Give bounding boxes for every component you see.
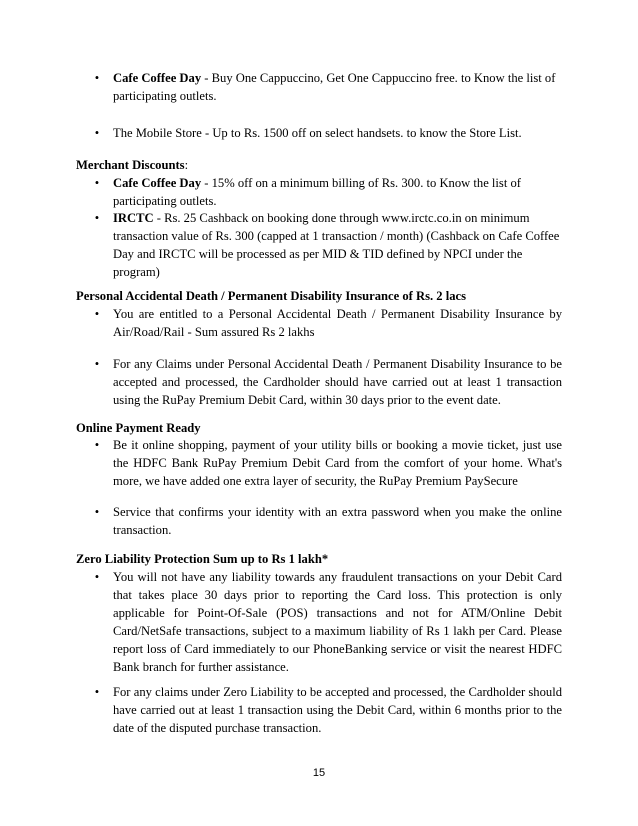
list-item <box>76 209 562 281</box>
item-text: You will not have any liability towards any fraudulent transactions on your Debit Card that takes place 30 days prior to reporting the Card loss. This protection is only applicable for Point-Of-Sale (POS) transactions and not for ATM/Online Debit Card/NetSafe transactions, subject to a maximum liability of Rs 1 lakh per Card. Please report loss of Card immediately to our PhoneBanking service or visit the nearest HDFC Bank branch for further assistance. <box>113 570 562 674</box>
list-item <box>76 355 562 409</box>
item-label: IRCTC <box>113 211 154 225</box>
item-text: The Mobile Store - Up to Rs. 1500 off on select handsets. to know the Store List. <box>113 126 522 140</box>
item-text: You are entitled to a Personal Accidental Death / Permanent Disability Insurance by Air/Road/Rail - Sum assured Rs 2 lakhs <box>113 307 562 339</box>
section-heading-online-payment: Online Payment Ready <box>76 421 201 435</box>
item-text: Service that confirms your identity with an extra password when you make the online transaction. <box>113 505 562 537</box>
bullet-icon: • <box>94 126 100 140</box>
bullet-icon: • <box>94 176 100 190</box>
item-text: - 15% off on a minimum billing of Rs. 300. to Know the list of participating outlets. <box>113 176 521 208</box>
item-text: - Buy One Cappuccino, Get One Cappuccino free. to Know the list of participating outlets. <box>113 71 556 103</box>
page-number: 15 <box>312 767 326 779</box>
list-item <box>76 436 562 490</box>
bullet-icon: • <box>94 505 100 519</box>
section-heading-zero-liability: Zero Liability Protection Sum up to Rs 1 lakh* <box>76 552 329 566</box>
list-item <box>76 124 562 142</box>
list-item <box>76 69 562 105</box>
section-heading-merchant: Merchant Discounts: <box>76 158 189 172</box>
list-item <box>76 503 562 539</box>
item-label: Cafe Coffee Day <box>113 176 202 190</box>
bullet-icon: • <box>94 211 100 225</box>
bullet-icon: • <box>94 570 100 584</box>
list-item <box>76 174 562 210</box>
bullet-icon: • <box>94 357 100 371</box>
bullet-icon: • <box>94 307 100 321</box>
bullet-icon: • <box>94 438 100 452</box>
list-item <box>76 305 562 341</box>
item-text: - Rs. 25 Cashback on booking done through www.irctc.co.in on minimum transaction value of Rs. 300 (capped at 1 transaction / month) (Cashback on Cafe Coffee Day and IRCTC will be processed as per MID & TID defined by NPCI under the program) <box>113 211 560 279</box>
item-text: Be it online shopping, payment of your utility bills or booking a movie ticket, just use the HDFC Bank RuPay Premium Debit Card from the comfort of your home. What's more, we have added one extra layer of security, the RuPay Premium PaySecure <box>113 438 562 488</box>
section-heading-insurance: Personal Accidental Death / Permanent Disability Insurance of Rs. 2 lacs <box>76 289 467 303</box>
item-text: For any claims under Zero Liability to be accepted and processed, the Cardholder should have carried out at least 1 transaction using the Debit Card, within 6 months prior to the date of the disputed purchase transaction. <box>113 685 562 735</box>
bullet-icon: • <box>94 71 100 85</box>
list-item <box>76 683 562 737</box>
item-text: For any Claims under Personal Accidental Death / Permanent Disability Insurance to be accepted and processed, the Cardholder should have carried out at least 1 transaction using the RuPay Premium Debit Card, within 30 days prior to the event date. <box>113 357 562 407</box>
bullet-icon: • <box>94 685 100 699</box>
item-label: Cafe Coffee Day <box>113 71 202 85</box>
list-item <box>76 568 562 676</box>
